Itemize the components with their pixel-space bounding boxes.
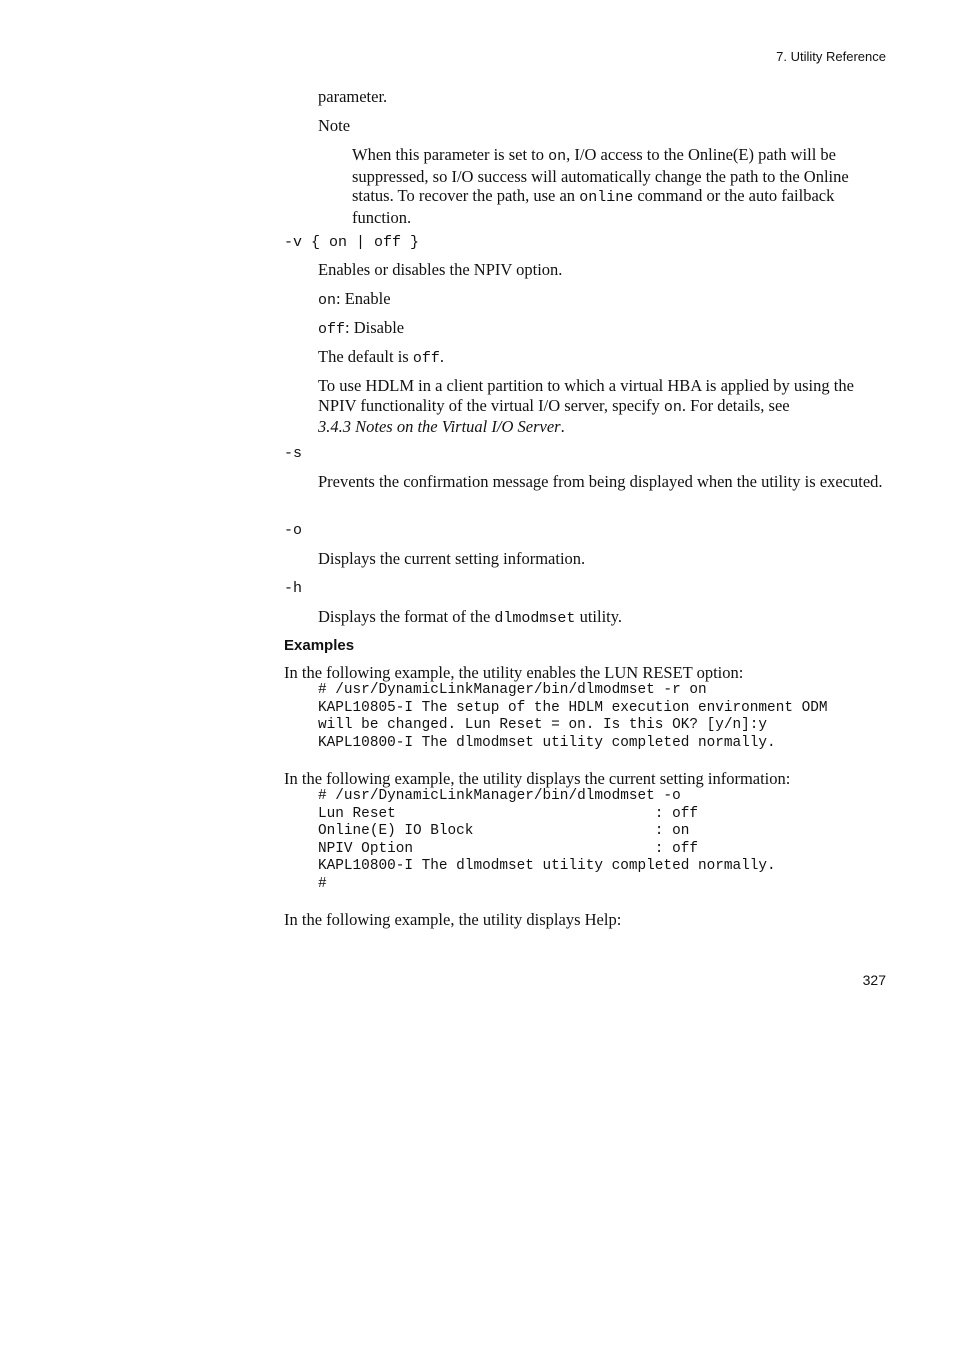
option-v-off-value: [318, 318, 886, 340]
note-text-part: command or the auto failback function.: [352, 186, 835, 227]
option-v-on-value: [318, 289, 886, 311]
note-code-online: online: [579, 189, 634, 206]
on-text: : Enable: [336, 289, 391, 308]
option-o-syntax: -o: [284, 522, 303, 539]
option-h-description: [318, 607, 886, 629]
usage-code: on: [663, 398, 682, 416]
note-label: Note: [318, 116, 351, 135]
option-h-text: Displays the format of the: [318, 607, 495, 626]
example-2-intro: In the following example, the utility displays the current setting information:: [284, 769, 791, 788]
default-code: off: [412, 350, 440, 367]
example-3-intro: In the following example, the utility displays Help:: [284, 910, 622, 929]
cross-reference-link[interactable]: 3.4.3 Notes on the Virtual I/O Server: [318, 417, 561, 436]
usage-text: To use HDLM in a client partition to which a virtual HBA is applied by using the NPIV functionality of the virtual I/O server, specify: [318, 376, 854, 415]
usage-text: . For details, see: [681, 395, 790, 415]
off-code: off: [318, 321, 346, 338]
off-text: : Disable: [345, 318, 405, 337]
note-code-on: on: [548, 148, 567, 165]
note-text: [352, 145, 886, 227]
examples-heading: Examples: [284, 637, 355, 654]
note-text-part: When this parameter is set to: [352, 145, 549, 164]
option-s-syntax: -s: [284, 445, 303, 462]
option-h-text: utility.: [575, 607, 623, 626]
usage-end: .: [560, 417, 565, 436]
option-v-description: Enables or disables the NPIV option.: [318, 260, 563, 279]
example-1-code: # /usr/DynamicLinkManager/bin/dlmodmset -r on KAPL10805-I The setup of the HDLM execution environment ODM will be changed. Lun Reset = on. Is this OK? [y/n]:y KAPL10800-I The dlmodmset utility completed normally.: [318, 682, 828, 751]
page-number: 327: [862, 972, 886, 988]
option-v-syntax: -v { on | off }: [284, 234, 420, 251]
option-o-description: Displays the current setting information.: [318, 549, 586, 568]
default-text: The default is: [318, 347, 413, 366]
running-header: 7. Utility Reference: [776, 49, 886, 64]
example-2-code: # /usr/DynamicLinkManager/bin/dlmodmset -o Lun Reset : off Online(E) IO Block : on NPIV Option : off KAPL10800-I The dlmodmset utility completed normally. #: [318, 788, 776, 892]
option-v-usage: [318, 376, 886, 437]
on-code: on: [318, 292, 337, 309]
default-end: .: [439, 347, 444, 366]
option-h-code: dlmodmset: [494, 610, 576, 627]
option-v-default: [318, 347, 886, 369]
example-1-intro: In the following example, the utility enables the LUN RESET option:: [284, 663, 744, 682]
option-s-description: Prevents the confirmation message from being displayed when the utility is executed.: [318, 472, 883, 491]
note-text-part: , I/O access to the Online(E) path will be suppressed, so I/O success will automatically change the path to the Online status. To recover the path, use an: [352, 145, 849, 205]
option-h-syntax: -h: [284, 580, 303, 597]
parameter-continuation: parameter.: [318, 87, 388, 106]
